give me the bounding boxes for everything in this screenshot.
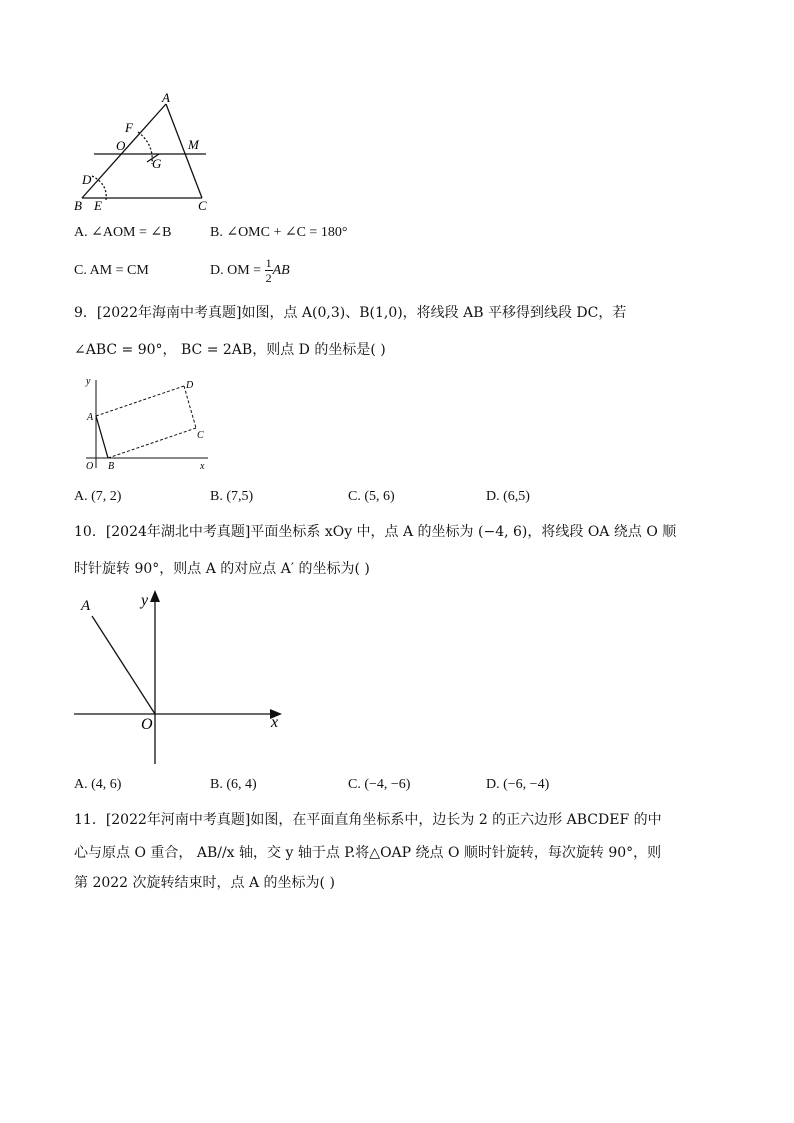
q11-stem-line1: 11．[2022年河南中考真题]如图，在平面直角坐标系中，边长为 2 的正六边形 ABCDEF 的中 <box>74 812 662 828</box>
q11-stem-line3: 第 2022 次旋转结束时，点 A 的坐标为( ) <box>74 875 335 891</box>
label-F: F <box>125 120 133 135</box>
q9-stem-line1: 9．[2022年海南中考真题]如图，点 A(0,3)、B(1,0)，将线段 AB 平移得到线段 DC，若 <box>74 305 627 321</box>
q8-option-c[interactable]: C. AM = CM <box>74 263 149 278</box>
q10-figure <box>70 588 290 768</box>
fraction-numerator: 1 <box>265 256 272 271</box>
q8-option-a[interactable]: A. ∠AOM = ∠B <box>74 225 172 240</box>
q10-option-b[interactable]: B. (6, 4) <box>210 777 257 792</box>
segment-AB <box>96 416 108 458</box>
q8-figure <box>70 92 220 214</box>
label-C: C <box>198 198 207 213</box>
q10-option-c[interactable]: C. (−4, −6) <box>348 777 411 792</box>
label-M: M <box>188 137 199 152</box>
label-x: x <box>200 461 205 472</box>
q9-option-a[interactable]: A. (7, 2) <box>74 489 122 504</box>
label-y: y <box>86 376 91 387</box>
label-O: O <box>116 138 126 153</box>
segment-BC <box>108 428 196 458</box>
q8-option-d[interactable] <box>210 253 290 289</box>
label-x: x <box>271 714 279 731</box>
q9-stem-line2: ∠ABC = 90°， BC = 2AB，则点 D 的坐标是( ) <box>74 342 386 358</box>
label-B: B <box>74 198 82 213</box>
q9-option-c[interactable]: C. (5, 6) <box>348 489 395 504</box>
segment-OA <box>92 616 155 714</box>
label-G: G <box>152 156 162 171</box>
q8-option-d-suffix: AB <box>272 263 290 278</box>
label-C: C <box>197 430 204 441</box>
segment-AD <box>96 386 184 416</box>
fraction <box>265 256 273 285</box>
label-A: A <box>87 412 94 423</box>
q10-option-a[interactable]: A. (4, 6) <box>74 777 122 792</box>
y-axis-arrow-icon <box>150 590 160 602</box>
label-A: A <box>81 598 91 614</box>
q10-stem-line1: 10．[2024年湖北中考真题]平面坐标系 xOy 中，点 A 的坐标为 (−4, 6)，将线段 OA 绕点 O 顺 <box>74 524 677 540</box>
label-E: E <box>94 198 102 213</box>
q10-stem-line2: 时针旋转 90°，则点 A 的对应点 A′ 的坐标为( ) <box>74 561 370 577</box>
label-B: B <box>108 461 115 472</box>
q9-option-d[interactable]: D. (6,5) <box>486 489 530 504</box>
label-O: O <box>141 716 153 733</box>
label-O: O <box>86 461 94 472</box>
q10-option-d[interactable]: D. (−6, −4) <box>486 777 550 792</box>
q9-option-b[interactable]: B. (7,5) <box>210 489 254 504</box>
label-D: D <box>82 172 92 187</box>
label-y: y <box>141 592 149 609</box>
label-D: D <box>186 380 194 391</box>
q9-figure <box>80 372 215 474</box>
q8-option-d-prefix: D. OM = <box>210 263 262 278</box>
segment-DC <box>184 386 196 428</box>
label-A: A <box>162 92 170 105</box>
q8-option-b[interactable]: B. ∠OMC + ∠C = 180° <box>210 225 348 240</box>
q11-stem-line2: 心与原点 O 重合， AB//x 轴，交 y 轴于点 P.将△OAP 绕点 O 顺时针旋转，每次旋转 90°，则 <box>74 845 662 861</box>
fraction-denominator: 2 <box>265 271 272 286</box>
